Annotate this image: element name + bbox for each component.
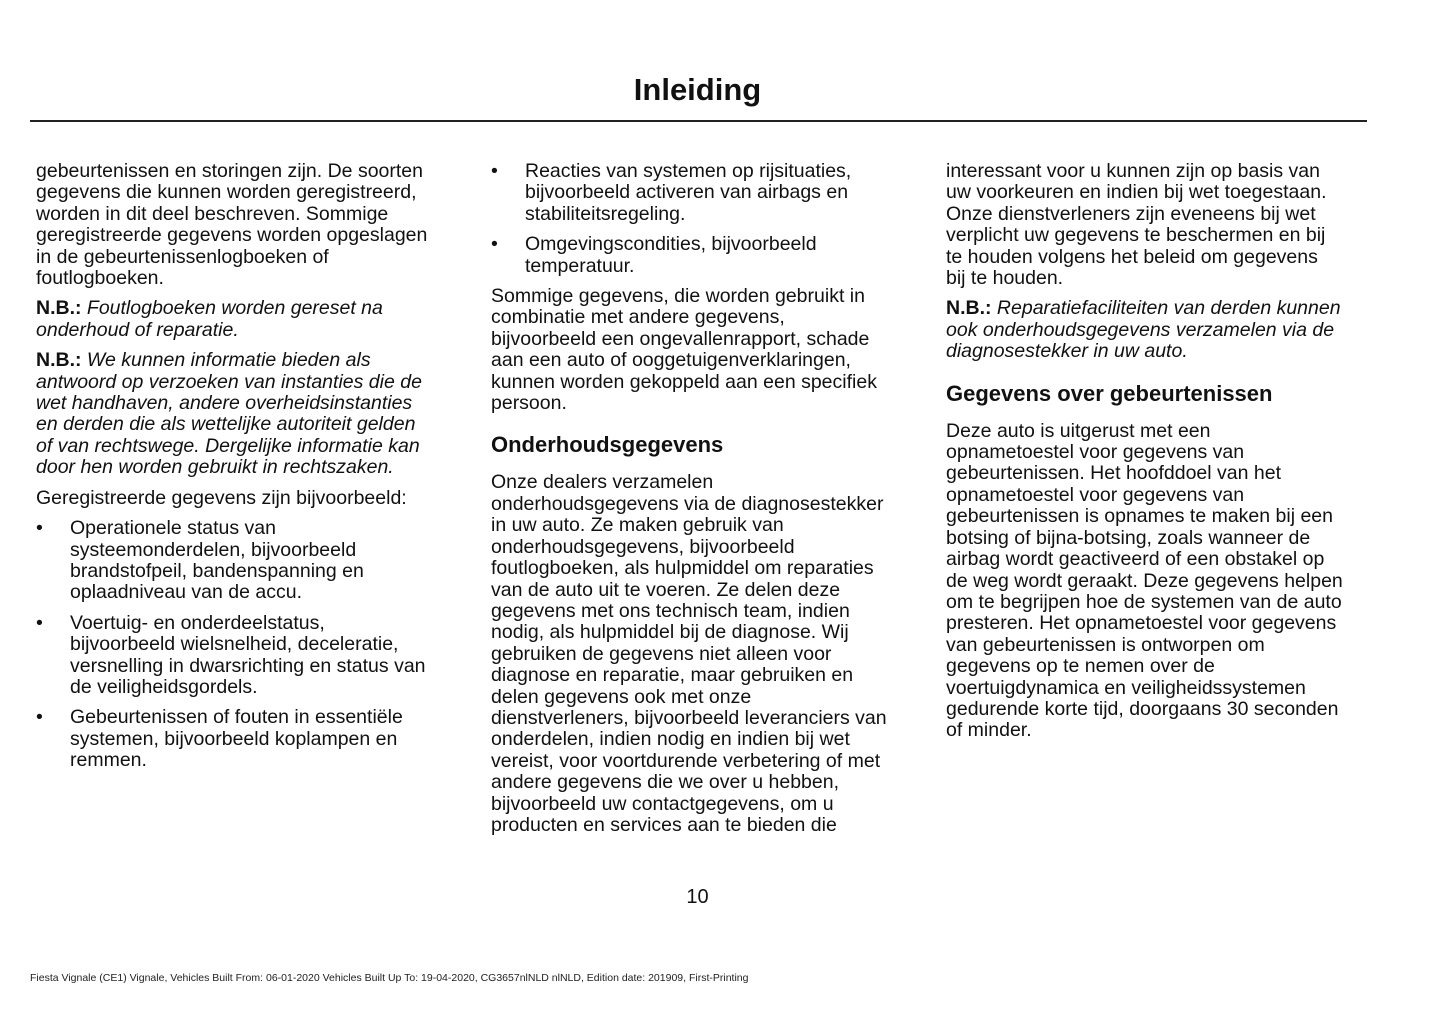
text-line: de veiligheidsgordels.	[70, 675, 258, 698]
text-line: presteren. Het opnametoestel voor gegevens	[946, 612, 1337, 635]
text-line: gebruiken de gegevens niet alleen voor	[491, 642, 832, 665]
paragraph	[36, 488, 461, 509]
text-line: botsing of bijna-botsing, zoals wanneer de	[946, 526, 1311, 549]
text-line: dienstverleners, bijvoorbeeld leveranciers van	[491, 706, 887, 729]
text-line: uw voorkeuren en indien bij wet toegestaan.	[946, 181, 1327, 204]
paragraph	[491, 286, 916, 414]
text-line: persoon.	[491, 392, 567, 415]
text-line: delen gegevens ook met onze	[491, 685, 752, 708]
note-text: We kunnen informatie bieden als	[81, 349, 371, 372]
text-line: geregistreerde gegevens worden opgeslagen	[36, 224, 428, 247]
text-line: airbag wordt geactiveerd of een obstakel op	[946, 548, 1325, 571]
text-line: en derden die als wettelijke autoriteit gelden	[36, 413, 416, 436]
bullet-item	[491, 161, 916, 225]
text-line: opnametoestel voor gegevens van	[946, 441, 1245, 464]
text-line: gedurende korte tijd, doorgaans 30 seconden	[946, 697, 1339, 720]
bullet-item	[36, 613, 461, 699]
text-line: bij te houden.	[946, 267, 1064, 290]
bullet-icon: •	[491, 160, 498, 182]
paragraph	[36, 161, 461, 289]
text-line: om te begrijpen hoe de systemen van de auto	[946, 590, 1342, 613]
bullet-icon: •	[36, 706, 43, 729]
note-label: N.B.:	[946, 297, 992, 320]
text-line: in de gebeurtenissenlogboeken of	[36, 245, 329, 268]
paragraph	[946, 161, 1371, 289]
text-line: foutlogboeken, als hulpmiddel om reparaties	[491, 557, 874, 580]
text-line: worden in dit deel beschreven. Sommige	[36, 202, 389, 225]
page-title: Inleiding	[633, 72, 762, 107]
text-line: te houden volgens het beleid om gegevens	[946, 245, 1318, 268]
text-line: andere gegevens die we over u hebben,	[491, 771, 840, 794]
text-line: voertuigdynamica en veiligheidssystemen	[946, 676, 1306, 699]
text-line: nodig, als hulpmiddel bij de diagnose. Wij	[491, 621, 849, 644]
text-line: Gegevens over gebeurtenissen	[946, 380, 1273, 406]
column-right	[946, 161, 1371, 751]
text-line: Reacties van systemen op rijsituaties,	[525, 160, 852, 182]
text-line: interessant voor u kunnen zijn op basis van	[946, 160, 1320, 182]
text-line: gegevens op te nemen over de	[946, 655, 1215, 678]
text-line: Geregistreerde gegevens zijn bijvoorbeeld:	[36, 486, 407, 509]
text-line: bijvoorbeeld een ongevallenrapport, schade	[491, 327, 870, 350]
bullet-icon: •	[36, 517, 43, 540]
section-heading	[946, 381, 1371, 407]
text-line: Onze dealers verzamelen	[491, 471, 714, 494]
text-line: Sommige gegevens, die worden gebruikt in	[491, 285, 865, 308]
bullet-item	[36, 707, 461, 771]
text-line: gebeurtenissen. Het hoofddoel van het	[946, 462, 1281, 485]
text-line: temperatuur.	[525, 254, 635, 277]
text-line: opnametoestel voor gegevens van	[946, 483, 1245, 506]
bullet-item	[36, 518, 461, 604]
text-line: Onze dienstverleners zijn eveneens bij wet	[946, 202, 1316, 225]
text-line: combinatie met andere gegevens,	[491, 306, 785, 329]
text-line: ook onderhoudsgegevens verzamelen via de	[946, 318, 1335, 341]
column-middle	[491, 161, 916, 845]
text-line: brandstofpeil, bandenspanning en	[70, 559, 364, 582]
note-label: N.B.:	[36, 297, 82, 320]
text-line: Deze auto is uitgerust met een	[946, 419, 1211, 442]
text-line: kunnen worden gekoppeld aan een specifiek	[491, 370, 877, 393]
note-paragraph	[36, 350, 461, 478]
text-line: Onderhoudsgegevens	[491, 432, 724, 458]
text-line: stabiliteitsregeling.	[525, 202, 686, 225]
note-label: N.B.:	[36, 349, 82, 372]
text-line: foutlogboeken.	[36, 267, 164, 290]
bullet-icon: •	[36, 611, 43, 634]
text-line: bijvoorbeeld uw contactgegevens, om u	[491, 792, 834, 815]
text-line: gegevens die kunnen worden geregistreerd,	[36, 181, 417, 204]
text-line: versnelling in dwarsrichting en status van	[70, 654, 426, 677]
text-line: vereist, voor voortdurende verbetering of met	[491, 749, 881, 772]
note-paragraph	[946, 298, 1371, 362]
text-line: Operationele status van	[70, 517, 276, 540]
text-line: systemen, bijvoorbeeld koplampen en	[70, 727, 398, 750]
text-line: systeemonderdelen, bijvoorbeeld	[70, 538, 357, 561]
text-line	[946, 298, 1371, 319]
paragraph	[491, 472, 916, 836]
text-line: bijvoorbeeld activeren van airbags en	[525, 181, 849, 204]
text-line: gebeurtenissen en storingen zijn. De soorten	[36, 160, 423, 182]
text-line: in uw auto. Ze maken gebruik van	[491, 514, 784, 537]
note-text: Reparatiefaciliteiten van derden kunnen	[991, 297, 1341, 320]
note-paragraph	[36, 298, 461, 341]
text-line	[36, 350, 461, 371]
text-line: of minder.	[946, 719, 1032, 742]
bullet-icon: •	[491, 233, 498, 256]
text-line: gebeurtenissen is opnames te maken bij een	[946, 505, 1333, 528]
text-line: of van rechtswege. Dergelijke informatie kan	[36, 434, 420, 457]
bullet-item	[491, 234, 916, 277]
paragraph	[946, 421, 1371, 742]
text-line: verplicht uw gegevens te beschermen en bij	[946, 224, 1326, 247]
text-line: antwoord op verzoeken van instanties die de	[36, 370, 422, 393]
text-line: van de auto uit te voeren. Ze delen deze	[491, 578, 841, 601]
section-heading	[491, 432, 916, 458]
text-line: Voertuig- en onderdeelstatus,	[70, 611, 325, 634]
text-line: diagnose en reparatie, maar gebruiken en	[491, 664, 854, 687]
text-line: oplaadniveau van de accu.	[70, 581, 303, 604]
text-line: remmen.	[70, 749, 147, 772]
text-line: onderdelen, indien nodig en indien bij wet	[491, 728, 850, 751]
text-line: producten en services aan te bieden die	[491, 813, 837, 836]
header-divider	[30, 120, 1367, 122]
text-line: diagnosestekker in uw auto.	[946, 340, 1188, 363]
text-line: wet handhaven, andere overheidsinstanties	[36, 392, 413, 415]
text-line: Gebeurtenissen of fouten in essentiële	[70, 706, 403, 729]
text-line: de weg wordt geraakt. Deze gegevens helpen	[946, 569, 1343, 592]
text-line: onderhoudsgegevens via de diagnosestekker	[491, 492, 884, 515]
text-line: door hen worden gebruikt in rechtszaken.	[36, 456, 394, 479]
note-text: Foutlogboeken worden gereset na	[81, 297, 383, 320]
text-line: aan een auto of ooggetuigenverklaringen,	[491, 349, 851, 372]
text-line: bijvoorbeeld wielsnelheid, deceleratie,	[70, 633, 399, 656]
text-line: gegevens met ons technisch team, indien	[491, 599, 850, 622]
page-number: 10	[686, 886, 709, 908]
text-line: van gebeurtenissen is ontworpen om	[946, 633, 1265, 656]
text-line: onderhoud of reparatie.	[36, 318, 239, 341]
column-left	[36, 161, 461, 781]
text-line	[36, 298, 461, 319]
text-line: onderhoudsgegevens, bijvoorbeeld	[491, 535, 795, 558]
text-line: Omgevingscondities, bijvoorbeeld	[525, 233, 817, 256]
footer-edition-info: Fiesta Vignale (CE1) Vignale, Vehicles Built From: 06-01-2020 Vehicles Built Up To: 19-04-2020, CG3657nlNLD nlNLD, Edition date: 201909, First-Printing	[30, 972, 749, 984]
